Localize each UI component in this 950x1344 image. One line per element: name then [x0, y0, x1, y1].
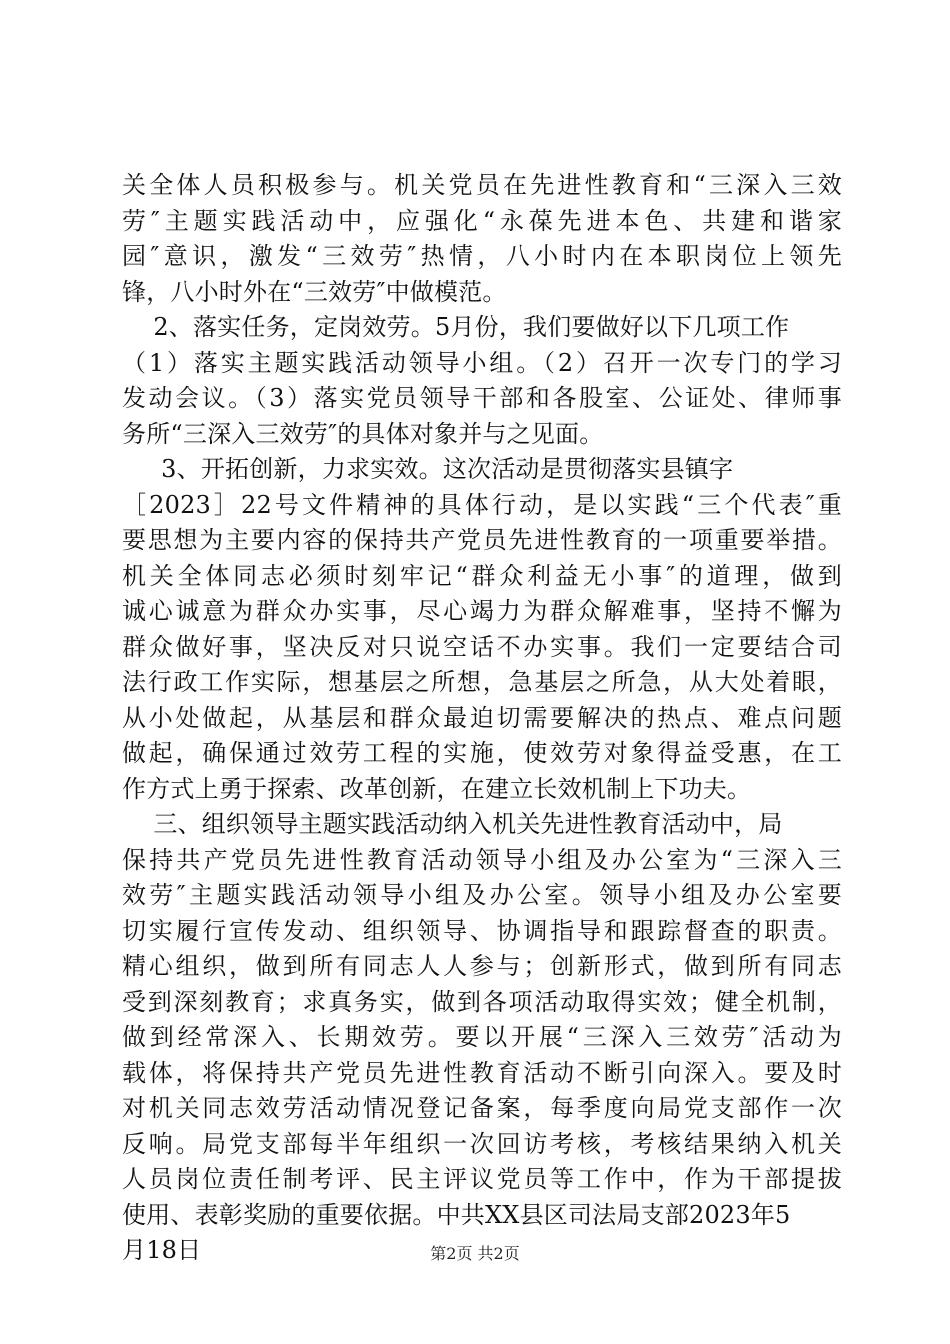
text-line: 做到经常深入、长期效劳。要以开展“三深入三效劳″活动为	[122, 1023, 842, 1051]
text-line: 劳″主题实践活动中，应强化“永葆先进本色、共建和谐家	[122, 206, 842, 235]
page-footer	[0, 1244, 950, 1264]
text-line: 反响。局党支部每半年组织一次回访考核，考核结果纳入机关	[122, 1129, 842, 1158]
text-line: 2、落实任务，定岗效劳。5月份，我们要做好以下几项工作	[122, 313, 790, 341]
text-line: 诚心诚意为群众办实事，尽心竭力为群众解难事，坚持不懈为	[122, 597, 842, 625]
text-line: 三、组织领导主题实践活动纳入机关先进性教育活动中，局	[122, 810, 783, 838]
text-line: 效劳″主题实践活动领导小组及办公室。领导小组及办公室要	[122, 881, 842, 909]
text-line: 锋，八小时外在“三效劳″中做模范。	[122, 277, 507, 306]
text-line: 保持共产党员先进性教育活动领导小组及办公室为“三深入三	[122, 845, 842, 874]
text-line: 群众做好事，坚决反对只说空话不办实事。我们一定要结合司	[122, 632, 842, 661]
text-line: 务所“三深入三效劳″的具体对象并与之见面。	[122, 419, 604, 448]
text-line: 作方式上勇于探索、改革创新，在建立长效机制上下功夫。	[122, 774, 752, 803]
page-number: 第2页 共2页	[430, 1244, 520, 1263]
text-line: 载体，将保持共产党员先进性教育活动不断引向深入。要及时	[122, 1058, 842, 1087]
text-line: 受到深刻教育；求真务实，做到各项活动取得实效；健全机制，	[122, 987, 842, 1016]
text-line: 切实履行宣传发动、组织领导、协调指导和跟踪督查的职责。	[122, 916, 842, 945]
text-line: 做起，确保通过效劳工程的实施，使效劳对象得益受惠，在工	[122, 739, 842, 767]
text-line: 精心组织，做到所有同志人人参与；创新形式，做到所有同志	[122, 952, 842, 980]
text-line: 机关全体同志必须时刻牢记“群众利益无小事″的道理，做到	[122, 561, 842, 590]
text-line: 要思想为主要内容的保持共产党员先进性教育的一项重要举措。	[122, 526, 842, 554]
text-line: 人员岗位责任制考评、民主评议党员等工作中，作为干部提拔	[122, 1165, 842, 1193]
text-line: （1）落实主题实践活动领导小组。（2）召开一次专门的学习	[122, 348, 842, 377]
text-line: 对机关同志效劳活动情况登记备案，每季度向局党支部作一次	[122, 1094, 842, 1122]
text-line: 关全体人员积极参与。机关党员在先进性教育和“三深入三效	[122, 171, 842, 199]
text-line: 法行政工作实际，想基层之所想，急基层之所急，从大处着眼，	[122, 668, 842, 696]
text-line: 发动会议。（3）落实党员领导干部和各股室、公证处、律师事	[122, 384, 842, 412]
text-line: 园″意识，激发“三效劳″热情，八小时内在本职岗位上领先	[122, 242, 842, 270]
text-line: ［2023］22号文件精神的具体行动，是以实践“三个代表″重	[122, 490, 842, 519]
text-line: 3、开拓创新，力求实效。这次活动是贯彻落实县镇字	[122, 455, 734, 483]
document-body	[122, 168, 842, 1269]
text-line: 使用、表彰奖励的重要依据。中共XX县区司法局支部2023年5	[122, 1200, 791, 1229]
text-line: 月18日	[122, 1236, 202, 1264]
text-line: 从小处做起，从基层和群众最迫切需要解决的热点、难点问题	[122, 703, 842, 732]
